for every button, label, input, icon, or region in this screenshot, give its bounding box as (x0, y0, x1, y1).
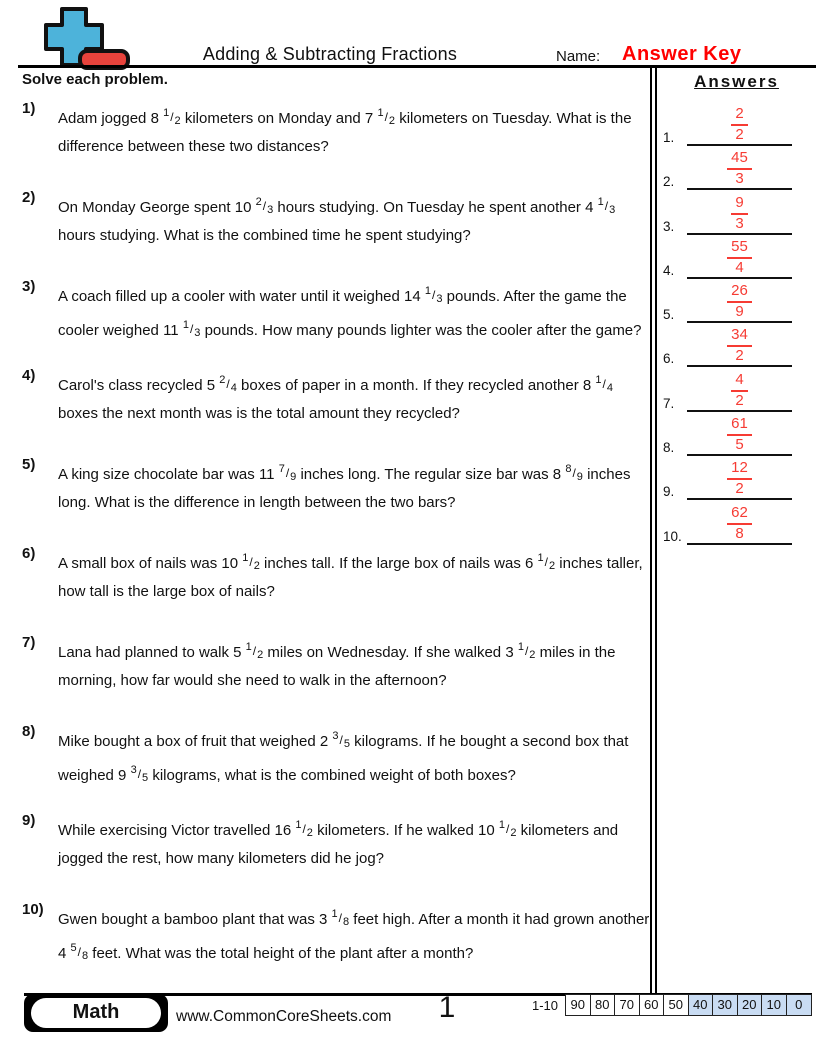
answer-row (657, 94, 816, 146)
answer-fraction-numerator: 34 (727, 326, 752, 347)
answer-fraction-denominator: 8 (735, 524, 744, 542)
problem-text: Gwen bought a bamboo plant that was 3 $^1$/8 feet high. After a month it had grown another 4 $^5$/8 feet. What was the total height of the plant after a month? (58, 908, 650, 962)
answer-fraction-denominator: 3 (735, 214, 744, 232)
problem-text: While exercising Victor travelled 16 $^1$/2 kilometers. If he walked 10 $^1$/2 kilometers and jogged the rest, how many kilometers did he jog? (58, 819, 619, 867)
answer-fraction-denominator: 2 (735, 347, 744, 365)
inline-fraction: $^1$/2 (377, 107, 396, 127)
answer-fraction (727, 504, 752, 543)
answer-number: 3. (663, 218, 675, 234)
answer-fraction-denominator: 2 (735, 126, 744, 143)
problem-text: A small box of nails was 10 $^1$/2 inches tall. If the large box of nails was 6 $^1$/2 inches taller, how tall is the large box of nails? (58, 552, 643, 600)
answer-blank-line (687, 504, 792, 545)
inline-fraction: $^8$/9 (565, 463, 583, 483)
problem-number: 9) (22, 812, 36, 829)
answer-row (657, 367, 816, 411)
inline-fraction: $^1$/4 (595, 374, 613, 394)
page-number: 1 (438, 991, 456, 1024)
problem-number: 2) (22, 189, 36, 206)
answer-row (657, 235, 816, 279)
answers-title: Answers (694, 72, 779, 91)
answer-blank-line (687, 149, 792, 190)
problem-text: Adam jogged 8 $^1$/2 kilometers on Monday and 7 $^1$/2 kilometers on Tuesday. What is the difference between these two distances? (58, 107, 632, 155)
inline-fraction: $^2$/3 (255, 196, 274, 216)
score-range-label: 1-10 (531, 997, 558, 1013)
problem-number: 3) (22, 278, 36, 295)
inline-fraction: $^1$/2 (537, 552, 556, 572)
answer-blank-line (687, 459, 792, 500)
answer-fraction (727, 238, 752, 277)
answer-fraction (731, 105, 747, 144)
answer-fraction (727, 459, 752, 498)
subject-badge (24, 994, 168, 1032)
answer-fraction-denominator: 3 (735, 170, 744, 188)
answer-number: 7. (663, 395, 675, 411)
problem-number: 7) (22, 634, 36, 651)
answer-number: 10. (663, 528, 682, 544)
problem-number: 6) (22, 545, 36, 562)
problem-row (22, 96, 650, 185)
inline-fraction: $^1$/3 (597, 196, 616, 216)
problem-text: A coach filled up a cooler with water until it weighed 14 $^1$/3 pounds. After the game the cooler weighed 11 $^1$/3 pounds. How many pounds lighter was the cooler after the game? (58, 285, 642, 339)
answer-row (657, 412, 816, 456)
answer-fraction-denominator: 2 (735, 480, 744, 498)
score-cell: 30 (713, 995, 738, 1015)
score-cell: 50 (664, 995, 689, 1015)
answer-fraction (727, 326, 752, 365)
problem-number: 1) (22, 100, 36, 117)
inline-fraction: $^1$/2 (242, 552, 260, 572)
score-cell: 20 (738, 995, 763, 1015)
inline-fraction: $^1$/2 (245, 641, 264, 661)
answer-fraction-numerator: 4 (731, 371, 747, 392)
problem-row (22, 719, 650, 808)
answer-fraction-numerator: 26 (727, 282, 752, 303)
problem-number: 5) (22, 456, 36, 473)
subject-badge-label: Math (31, 998, 161, 1028)
problem-row (22, 274, 650, 363)
score-cell: 80 (591, 995, 616, 1015)
problem-row (22, 541, 650, 630)
problem-row (22, 897, 650, 986)
score-strip (532, 994, 812, 1016)
answer-row (657, 279, 816, 323)
answer-blank-line (687, 371, 792, 412)
score-cell: 40 (689, 995, 714, 1015)
score-cells (565, 994, 812, 1016)
inline-fraction: $^1$/3 (182, 319, 201, 339)
inline-fraction: $^3$/5 (130, 764, 149, 784)
answer-row (657, 323, 816, 367)
answer-number: 6. (663, 351, 675, 367)
answer-number: 2. (663, 174, 675, 190)
answer-fraction (731, 371, 747, 410)
problem-row (22, 363, 650, 452)
problem-text: Mike bought a box of fruit that weighed 2 $^3$/5 kilograms. If he bought a second box that weighed 9 $^3$/5 kilograms, what is the combined weight of both boxes? (58, 730, 629, 784)
answer-fraction-denominator: 2 (735, 391, 744, 409)
answer-row (657, 190, 816, 234)
answer-number: 5. (663, 307, 675, 323)
answer-fraction (727, 415, 752, 454)
problems-list (22, 96, 650, 986)
name-label: Name: (556, 48, 601, 65)
inline-fraction: $^3$/5 (332, 730, 350, 750)
problem-row (22, 808, 650, 897)
answer-blank-line (687, 238, 792, 279)
answer-blank-line (687, 105, 792, 146)
inline-fraction: $^1$/8 (331, 908, 350, 928)
problem-number: 4) (22, 367, 36, 384)
answer-fraction-denominator: 4 (735, 258, 744, 276)
problem-text: Lana had planned to walk 5 $^1$/2 miles on Wednesday. If she walked 3 $^1$/2 miles in the morning, how far would she need to walk in the afternoon? (58, 641, 616, 689)
answer-fraction (731, 194, 747, 233)
answers-divider (650, 68, 657, 995)
inline-fraction: $^1$/2 (517, 641, 536, 661)
answer-blank-line (687, 282, 792, 323)
answers-list (657, 94, 816, 545)
inline-fraction: $^7$/9 (278, 463, 297, 483)
score-cell: 70 (615, 995, 640, 1015)
answer-fraction-numerator: 2 (731, 105, 747, 126)
problem-number: 8) (22, 723, 36, 740)
inline-fraction: $^1$/2 (295, 819, 313, 839)
answer-row (657, 146, 816, 190)
problem-text: On Monday George spent 10 $^2$/3 hours studying. On Tuesday he spent another 4 $^1$/3 hours studying. What is the combined time he spent studying? (58, 196, 616, 244)
answer-blank-line (687, 415, 792, 456)
answer-number: 8. (663, 440, 675, 456)
answer-number: 4. (663, 262, 675, 278)
answer-number: 9. (663, 484, 675, 500)
answer-fraction-denominator: 9 (735, 303, 744, 321)
problem-number: 10) (22, 901, 44, 918)
answer-fraction-numerator: 61 (727, 415, 752, 436)
problem-row (22, 185, 650, 274)
answer-fraction (727, 149, 752, 188)
answer-key-text: Answer Key (622, 43, 742, 65)
answer-blank-line (687, 326, 792, 367)
problem-text: Carol's class recycled 5 $^2$/4 boxes of paper in a month. If they recycled another 8 $^1$/4 boxes the next month was is the total amount they recycled? (58, 374, 613, 422)
answer-number: 1. (663, 130, 675, 145)
answer-fraction-numerator: 12 (727, 459, 752, 480)
worksheet-title: Adding & Subtracting Fractions (202, 44, 458, 64)
answer-fraction-numerator: 9 (731, 194, 747, 215)
answer-fraction-numerator: 45 (727, 149, 752, 170)
instruction-text: Solve each problem. (22, 71, 168, 88)
score-cell: 0 (787, 995, 812, 1015)
answer-fraction-denominator: 5 (735, 436, 744, 454)
answer-fraction-numerator: 62 (727, 504, 752, 525)
inline-fraction: $^1$/2 (498, 819, 517, 839)
answer-blank-line (687, 194, 792, 235)
answer-fraction (727, 282, 752, 321)
inline-fraction: $^5$/8 (70, 942, 89, 962)
answer-row (657, 456, 816, 500)
problem-text: A king size chocolate bar was 11 $^7$/9 inches long. The regular size bar was 8 $^8$/9 inches long. What is the difference in length between the two bars? (58, 463, 631, 511)
score-cell: 90 (566, 995, 591, 1015)
score-cell: 10 (762, 995, 787, 1015)
score-cell: 60 (640, 995, 665, 1015)
inline-fraction: $^1$/3 (424, 285, 443, 305)
answers-panel (657, 68, 816, 995)
answer-fraction-numerator: 55 (727, 238, 752, 259)
inline-fraction: $^2$/4 (219, 374, 237, 394)
problem-row (22, 630, 650, 719)
inline-fraction: $^1$/2 (163, 107, 181, 127)
problem-row (22, 452, 650, 541)
website-url: www.CommonCoreSheets.com (176, 1008, 392, 1025)
answer-row (657, 500, 816, 544)
